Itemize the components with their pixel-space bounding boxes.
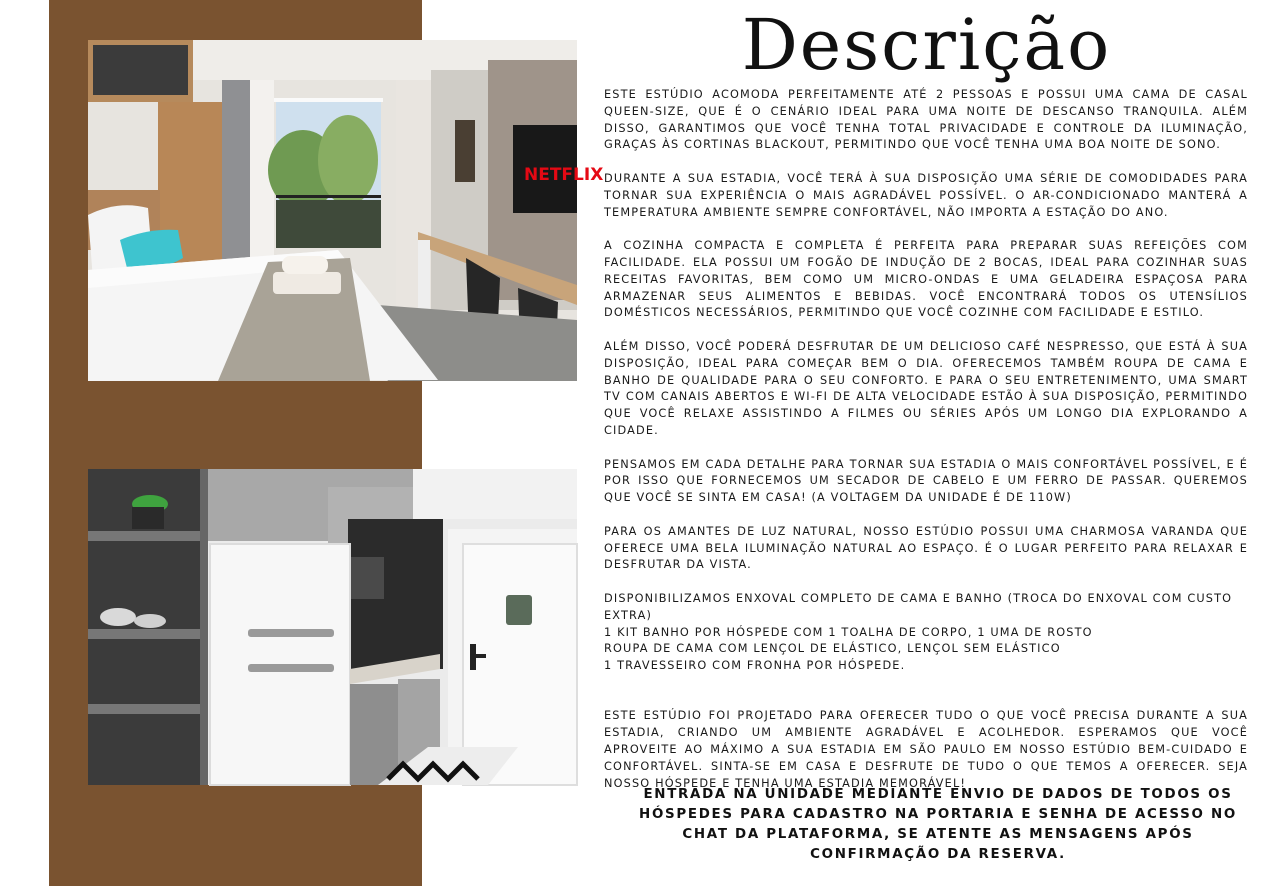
linens-line: DISPONIBILIZAMOS ENXOVAL COMPLETO DE CAMA E BANHO (TROCA DO ENXOVAL COM CUSTO EXTRA) — [604, 591, 1233, 622]
checkin-notice: ENTRADA NA UNIDADE MEDIANTE ENVIO DE DADOS DE TODOS OS HÓSPEDES PARA CADASTRO NA PORTARIA E SENHA DE ACESSO NO CHAT DA PLATAFORMA, SE ATENTE AS MENSAGENS APÓS CONFIRMAÇÃO DA RESERVA. — [639, 787, 1237, 862]
description-paragraph: A COZINHA COMPACTA E COMPLETA É PERFEITA PARA PREPARAR SUAS REFEIÇÕES COM FACILIDADE. ELA POSSUI UM FOGÃO DE INDUÇÃO DE 2 BOCAS, IDEAL PARA COZINHAR SUAS RECEITAS FAVORITAS, BEM COMO UM MICRO-ONDAS E UMA GELADEIRA ESPAÇOSA PARA ARMAZENAR SEUS ALIMENTOS E BEBIDAS. VOCÊ ENCONTRARÁ TODOS OS UTENSÍLIOS DOMÉSTICOS NECESSÁRIOS, PERMITINDO QUE VOCÊ COZINHE COM FACILIDADE E ESTILO. — [604, 239, 1248, 320]
linens-line: 1 TRAVESSEIRO COM FRONHA POR HÓSPEDE. — [604, 659, 906, 673]
tv-logo: NETFLIX — [524, 165, 604, 185]
linens-line: 1 KIT BANHO POR HÓSPEDE COM 1 TOALHA DE CORPO, 1 UMA DE ROSTO — [604, 625, 1093, 639]
kitchen-illustration — [88, 469, 577, 785]
description-body — [604, 87, 1248, 792]
bedroom-photo — [88, 40, 604, 381]
description-paragraph: PENSAMOS EM CADA DETALHE PARA TORNAR SUA ESTADIA O MAIS CONFORTÁVEL POSSÍVEL, E É POR ISSO QUE FORNECEMOS UM SECADOR DE CABELO E UM FERRO DE PASSAR. QUEREMOS QUE VOCÊ SE SINTA EM CASA! (A VOLTAGEM DA UNIDADE É DE 110W) — [604, 457, 1248, 505]
bedroom-illustration — [88, 40, 604, 381]
kitchen-photo — [88, 469, 577, 785]
spacer — [604, 692, 1248, 709]
page-title: Descrição — [741, 4, 1112, 86]
description-paragraph: ESTE ESTÚDIO FOI PROJETADO PARA OFERECER TUDO O QUE VOCÊ PRECISA DURANTE A SUA ESTADIA, CRIANDO UM AMBIENTE AGRADÁVEL E ACOLHEDOR. ESPERAMOS QUE VOCÊ APROVEITE AO MÁXIMO A SUA ESTADIA EM SÃO PAULO EM NOSSO ESTÚDIO BEM-CUIDADO E CONFORTÁVEL. SINTA-SE EM CASA E DESFRUTE DE TUDO O QUE TEMOS A OFERECER. SEJA NOSSO HÓSPEDE E TENHA UMA ESTADIA MEMORÁVEL! — [604, 709, 1248, 790]
description-paragraph: ESTE ESTÚDIO ACOMODA PERFEITAMENTE ATÉ 2 PESSOAS E POSSUI UMA CAMA DE CASAL QUEEN-SIZE, QUE É O CENÁRIO IDEAL PARA UMA NOITE DE DESCANSO TRANQUILA. ALÉM DISSO, GARANTIMOS QUE VOCÊ TENHA TOTAL PRIVACIDADE E CONTROLE DA ILUMINAÇÃO, GRAÇAS ÀS CORTINAS BLACKOUT, PERMITINDO QUE VOCÊ TENHA UMA BOA NOITE DE SONO. — [604, 88, 1248, 152]
description-paragraph: DURANTE A SUA ESTADIA, VOCÊ TERÁ À SUA DISPOSIÇÃO UMA SÉRIE DE COMODIDADES PARA TORNAR SUA EXPERIÊNCIA O MAIS AGRADÁVEL POSSÍVEL. O AR-CONDICIONADO MANTERÁ A TEMPERATURA AMBIENTE SEMPRE CONFORTÁVEL, NÃO IMPORTA A ESTAÇÃO DO ANO. — [604, 171, 1248, 219]
description-paragraph: PARA OS AMANTES DE LUZ NATURAL, NOSSO ESTÚDIO POSSUI UMA CHARMOSA VARANDA QUE OFERECE UMA BELA ILUMINAÇÃO NATURAL AO ESPAÇO. É O LUGAR PERFEITO PARA RELAXAR E DESFRUTAR DA VISTA. — [604, 524, 1248, 572]
linens-line: ROUPA DE CAMA COM LENÇOL DE ELÁSTICO, LENÇOL SEM ELÁSTICO — [604, 642, 1061, 656]
description-paragraph: ALÉM DISSO, VOCÊ PODERÁ DESFRUTAR DE UM DELICIOSO CAFÉ NESPRESSO, QUE ESTÁ À SUA DISPOSIÇÃO, IDEAL PARA COMEÇAR BEM O DIA. OFERECEMOS TAMBÉM ROUPA DE CAMA E BANHO DE QUALIDADE PARA O SEU CONFORTO. E PARA O SEU ENTRETENIMENTO, UMA SMART TV COM CANAIS ABERTOS E WI-FI DE ALTA VELOCIDADE ESTÃO À SUA DISPOSIÇÃO, PERMITINDO QUE VOCÊ RELAXE ASSISTINDO A FILMES OU SÉRIES APÓS UM LONGO DIA EXPLORANDO A CIDADE. — [604, 339, 1248, 437]
